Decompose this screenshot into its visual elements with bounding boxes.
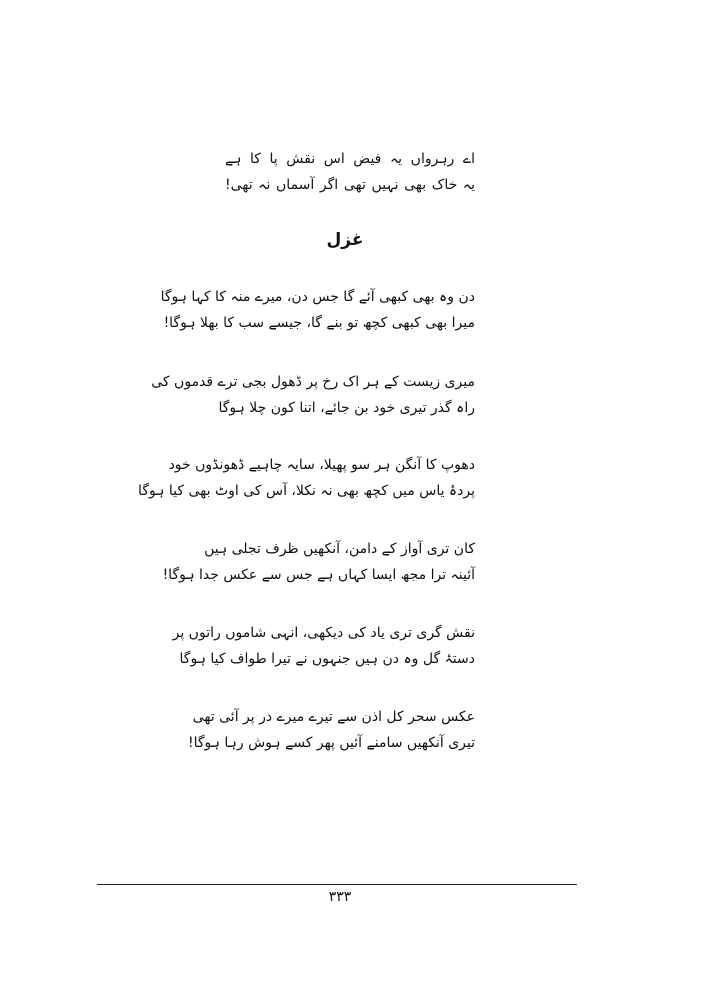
- intro-line-1: اے رہرواں یہ فیض اس نقش پا کا ہے: [225, 151, 475, 167]
- ghazal-heading: غزل: [326, 230, 364, 250]
- couplet-line: دن وہ بھی کبھی آئے گا جس دن، میرے منہ کا کہا ہوگا: [160, 289, 475, 305]
- couplet-line: نقش گری تری یاد کی دیکھی، انہی شاموں راتوں پر: [172, 625, 475, 641]
- couplet-line: کان تری آواز کے دامن، آنکھیں ظرف تجلی ہیں: [204, 541, 475, 557]
- couplet-line: پردۂ یاس میں کچھ بھی نہ نکلا، آس کی اوٹ بھی کیا ہوگا: [138, 483, 475, 499]
- couplet-6: [187, 704, 475, 756]
- footer-divider: [97, 884, 577, 885]
- couplet-1: [160, 284, 475, 336]
- couplet-line: عکس سحر کل اذن سے تیرے میرے در پر آئی تھی: [192, 709, 475, 725]
- couplet-line: راہ گذر تیری خود بن جائے، اتنا کون چلا ہوگا: [218, 400, 475, 416]
- intro-line-2: یہ خاک بھی نہیں تھی اگر آسماں نہ تھی!: [225, 177, 475, 193]
- couplet-line: میرا بھی کبھی کچھ تو بنے گا، جیسے سب کا بھلا ہوگا!: [163, 315, 475, 331]
- couplet-line: تیری آنکھیں سامنے آئیں پھر کسے ہوش رہا ہوگا!: [187, 735, 475, 751]
- couplet-4: [162, 536, 475, 588]
- couplet-2: [151, 369, 475, 421]
- intro-couplet: [225, 146, 475, 198]
- couplet-line: میری زیست کے ہر اک رخ پر ڈھول بجی ترے قدموں کی: [151, 374, 475, 390]
- couplet-line: دھوپ کا آنگن ہر سو پھیلا، سایہ چاہیے ڈھونڈوں خود: [168, 457, 475, 473]
- couplet-line: آئینہ ترا مجھ ایسا کہاں ہے جس سے عکس جدا ہوگا!: [162, 567, 475, 583]
- couplet-3: [138, 452, 475, 504]
- couplet-line: دستۂ گل وہ دن ہیں جنہوں نے تیرا طواف کیا ہوگا: [179, 651, 475, 667]
- couplet-5: [172, 620, 475, 672]
- page-number: ۳۳۳: [328, 889, 352, 905]
